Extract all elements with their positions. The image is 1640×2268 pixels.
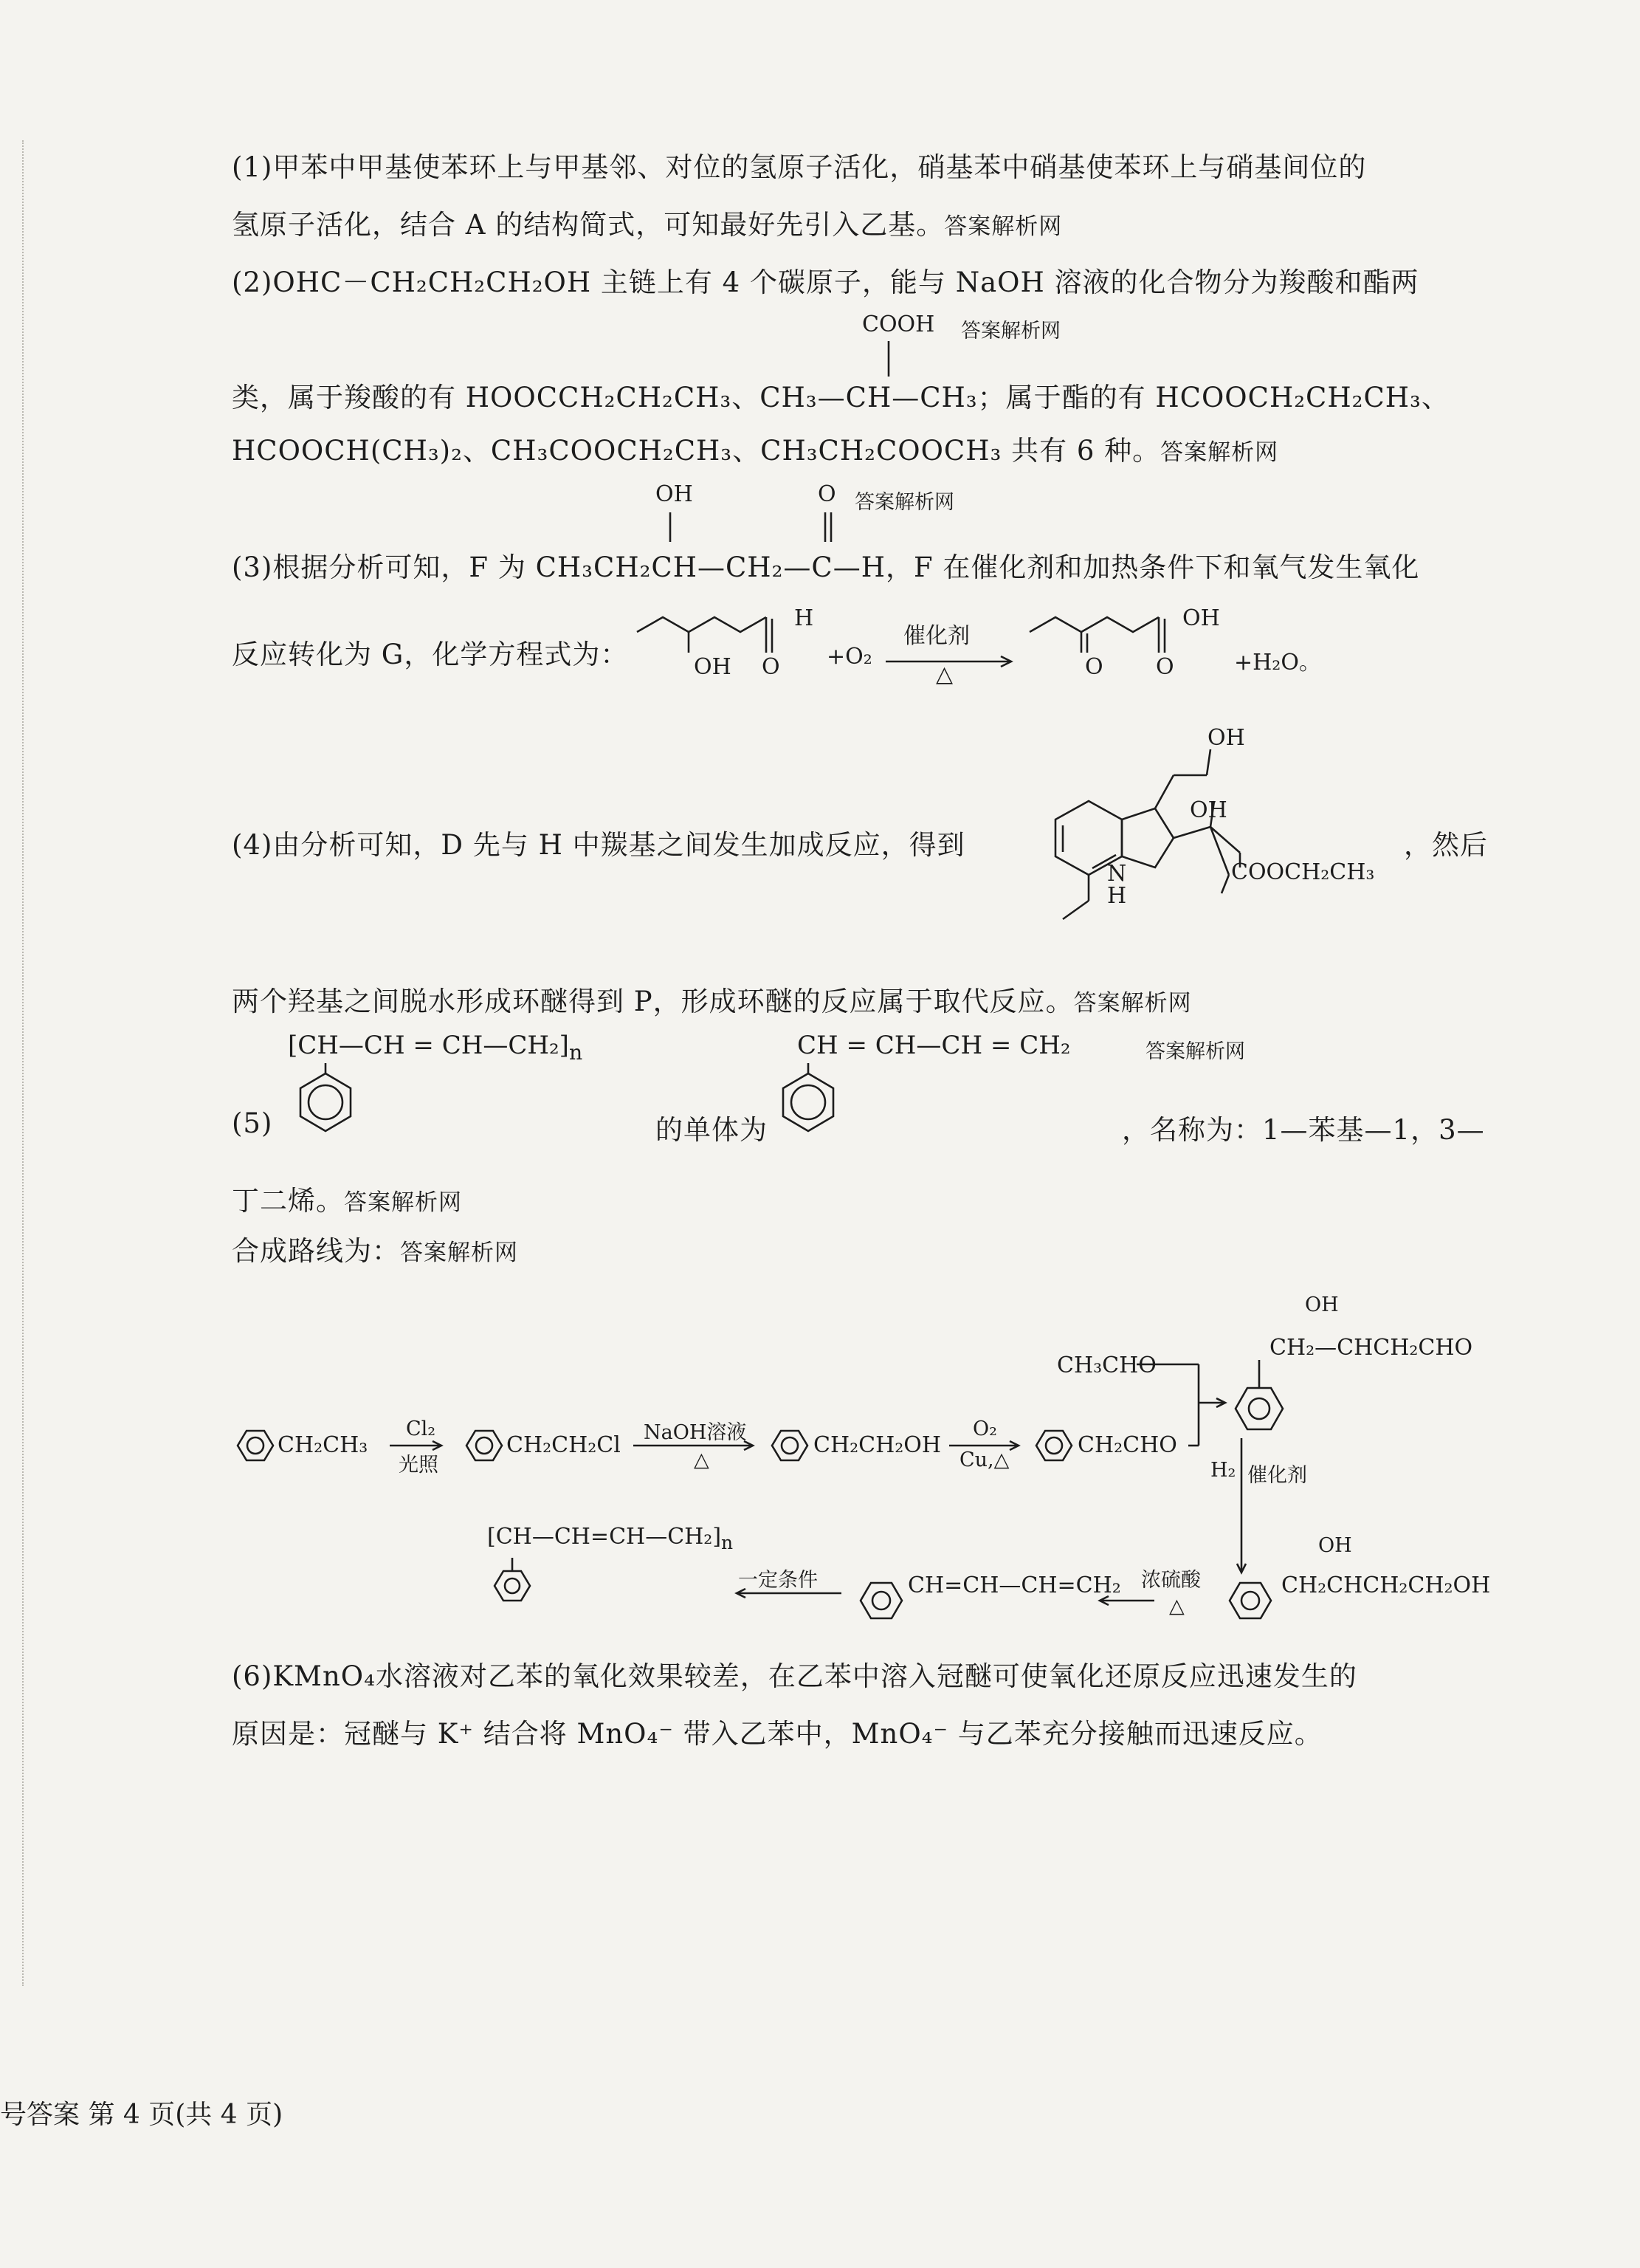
p3-delta: △ xyxy=(936,662,954,687)
p3-o-label: O xyxy=(762,654,780,680)
p5-monomer: CH = CH—CH = CH₂ xyxy=(797,1031,1071,1060)
p2-line3-text: HCOOCH(CH₃)₂、CH₃COOCH₂CH₃、CH₃CH₂COOCH₃ 共有 6 种。 xyxy=(232,435,1161,467)
watermark: 答案解析网 xyxy=(1073,990,1192,1017)
p4-line2 xyxy=(232,979,1192,1019)
route-s4: CH₂CHO xyxy=(1078,1432,1177,1458)
p6-line2: 原因是：冠醚与 K⁺ 结合将 MnO₄⁻ 带入乙苯中，MnO₄⁻ 与乙苯充分接触而迅速反应。 xyxy=(232,1718,1323,1750)
p3-o2: +O₂ xyxy=(827,644,872,670)
p4-oh-a: OH xyxy=(1207,725,1245,751)
indole-structure xyxy=(1019,724,1329,960)
route-diol-oh: OH xyxy=(1318,1534,1352,1557)
p5-monomer-is: 的单体为 xyxy=(655,1114,768,1146)
route-c1-top: Cl₂ xyxy=(406,1418,436,1440)
p5-polymer-formula: [CH—CH = CH—CH₂] xyxy=(288,1031,569,1060)
p5-polymer xyxy=(288,1031,582,1065)
p1-line2 xyxy=(232,202,1062,242)
p5-label: (5) xyxy=(232,1107,273,1139)
p3-bonds xyxy=(664,511,856,546)
route-diene: CH=CH—CH=CH₂ xyxy=(908,1573,1121,1598)
p5-benzene-1 xyxy=(292,1063,359,1130)
route-catalyst: 催化剂 xyxy=(1247,1464,1307,1487)
route-s2: CH₂CH₂Cl xyxy=(506,1432,621,1458)
route-h2: H₂ xyxy=(1210,1459,1236,1482)
route-c3-top: O₂ xyxy=(973,1418,997,1440)
page-footer: 号答案 第 4 页(共 4 页) xyxy=(0,2100,283,2130)
p4-ester: COOCH₂CH₃ xyxy=(1231,859,1375,885)
watermark: 答案解析网 xyxy=(344,1189,462,1216)
p6-line1: (6)KMnO₄水溶液对乙苯的氧化效果较差，在乙苯中溶入冠醚可使氧化还原反应迅速发生的 xyxy=(232,1660,1357,1692)
watermark: 答案解析网 xyxy=(400,1240,518,1266)
p4-then: ，然后 xyxy=(1404,829,1488,861)
route-c6: 一定条件 xyxy=(738,1569,818,1592)
p2-cooh: COOH xyxy=(862,312,935,337)
p4-oh-b: OH xyxy=(1190,797,1227,823)
route-diol: CH₂CHCH₂CH₂OH xyxy=(1281,1573,1491,1598)
p3-oh: OH xyxy=(655,481,693,507)
p2-line1: (2)OHC－CH₂CH₂CH₂OH 主链上有 4 个碳原子，能与 NaOH 溶液的化合物分为羧酸和酯两 xyxy=(232,267,1419,298)
p4-line2-text: 两个羟基之间脱水形成环醚得到 P，形成环醚的反应属于取代反应。 xyxy=(232,986,1074,1017)
route-polymer-formula: [CH—CH=CH—CH₂] xyxy=(487,1524,722,1550)
route-s1: CH₂CH₃ xyxy=(278,1432,368,1458)
route-c1-bot: 光照 xyxy=(399,1454,438,1477)
route-acetaldehyde: CH₃CHO xyxy=(1057,1353,1157,1378)
route-c3-bot: Cu,△ xyxy=(959,1449,1010,1471)
p3-o: O xyxy=(818,481,836,507)
p5-name-line2 xyxy=(232,1178,462,1218)
p2-line2: 类，属于羧酸的有 HOOCCH₂CH₂CH₃、CH₃—CH—CH₃；属于酯的有 HCOOCH₂CH₂CH₃、 xyxy=(232,382,1450,413)
p5-benzene-2 xyxy=(775,1063,841,1130)
watermark: 答案解析网 xyxy=(1145,1040,1245,1063)
p3-o4: O xyxy=(1156,654,1174,680)
p2-cooh-bond xyxy=(887,341,890,378)
route-s3: CH₂CH₂OH xyxy=(813,1432,942,1458)
p3-line2: 反应转化为 G，化学方程式为： xyxy=(232,639,629,670)
p5-polymer-n: n xyxy=(568,1040,583,1065)
p3-h: H xyxy=(794,605,814,631)
route-c5: 浓硫酸 xyxy=(1141,1569,1201,1592)
route-aldol: CH₂—CHCH₂CHO xyxy=(1269,1335,1473,1361)
p3-oh-label: OH xyxy=(694,654,731,680)
p5-route-text: 合成路线为： xyxy=(232,1235,400,1267)
route-c5-bot: △ xyxy=(1169,1595,1185,1618)
p2-line3 xyxy=(232,428,1278,468)
route-aldol-oh: OH xyxy=(1305,1293,1339,1316)
watermark: 答案解析网 xyxy=(855,491,954,514)
route-c2-top: NaOH溶液 xyxy=(644,1421,747,1444)
p3-h2o: +H₂O。 xyxy=(1234,650,1321,676)
p5-name-line1: ，名称为：1—苯基—1，3— xyxy=(1122,1114,1485,1146)
p4-line1: (4)由分析可知，D 先与 H 中羰基之间发生加成反应，得到 xyxy=(232,829,965,861)
route-polymer-n: n xyxy=(721,1532,734,1553)
p3-catalyst: 催化剂 xyxy=(903,623,970,649)
p5-route-intro xyxy=(232,1228,518,1268)
route-c2-bot: △ xyxy=(694,1449,709,1471)
route-polymer xyxy=(487,1524,733,1553)
p1-line2-text: 氢原子活化，结合 A 的结构简式，可知最好先引入乙基。 xyxy=(232,209,945,241)
p3-o3: O xyxy=(1085,654,1103,680)
watermark: 答案解析网 xyxy=(944,213,1063,240)
page-edge xyxy=(22,140,24,1986)
p3-oh2: OH xyxy=(1182,605,1220,631)
p4-n: N xyxy=(1107,861,1127,887)
p1-line1: (1)甲苯中甲基使苯环上与甲基邻、对位的氢原子活化，硝基苯中硝基使苯环上与硝基间位的 xyxy=(232,151,1367,183)
p5-name-line2-text: 丁二烯。 xyxy=(232,1185,344,1217)
p4-h: H xyxy=(1107,883,1127,909)
watermark: 答案解析网 xyxy=(961,320,1061,343)
watermark: 答案解析网 xyxy=(1160,439,1279,466)
p3-line1: (3)根据分析可知，F 为 CH₃CH₂CH—CH₂—C—H，F 在催化剂和加热条件下和氧气发生氧化 xyxy=(232,551,1420,583)
